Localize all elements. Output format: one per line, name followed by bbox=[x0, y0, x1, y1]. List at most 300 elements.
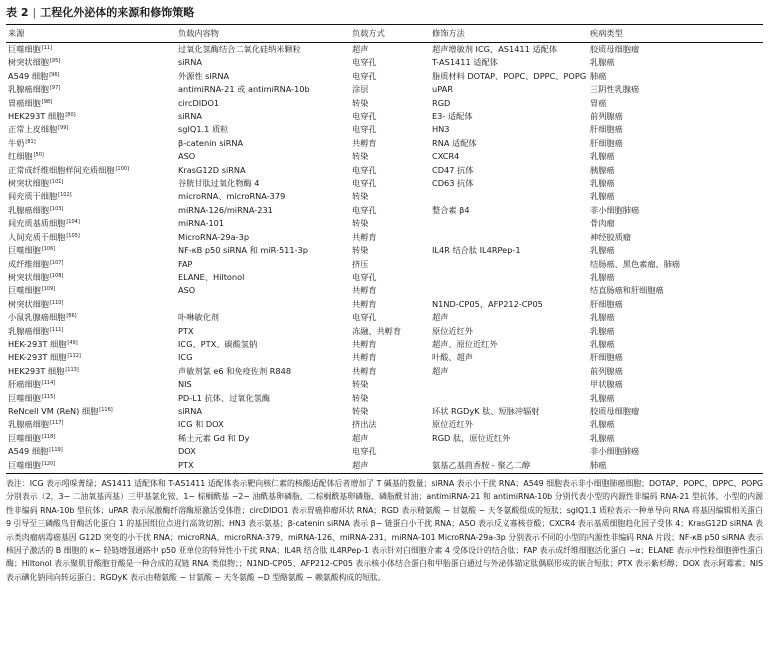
cell-disease bbox=[588, 97, 763, 110]
cell-cargo bbox=[176, 177, 350, 190]
table-row bbox=[6, 83, 763, 96]
cell-modification bbox=[430, 365, 588, 378]
cell-loading-method bbox=[350, 123, 430, 136]
cell-source-text: 巨噬细胞 bbox=[8, 432, 41, 443]
cell-cargo bbox=[176, 164, 350, 177]
cell-cargo-text: PTX bbox=[178, 459, 194, 470]
cell-modification bbox=[430, 123, 588, 136]
table-row bbox=[6, 231, 763, 244]
cell-modification bbox=[430, 392, 588, 405]
cell-modification-text: E3- 适配体 bbox=[432, 111, 473, 122]
cell-source-text: 巨噬细胞 bbox=[8, 459, 41, 470]
table-caption bbox=[6, 4, 763, 22]
cell-cargo bbox=[176, 217, 350, 230]
cell-disease bbox=[588, 137, 763, 150]
cell-source-text: 乳腺癌细胞 bbox=[8, 419, 49, 430]
cell-loading-method-text: 转染 bbox=[352, 379, 369, 390]
cell-source bbox=[6, 284, 176, 297]
cell-disease-text: 神经胶质瘤 bbox=[590, 231, 631, 242]
cell-disease bbox=[588, 284, 763, 297]
cell-source-text: 间充质基质细胞 bbox=[8, 218, 66, 229]
cell-loading-method bbox=[350, 258, 430, 271]
cell-disease bbox=[588, 311, 763, 324]
cell-loading-method-text: 超声 bbox=[352, 432, 369, 443]
cell-loading-method-text: 共孵育 bbox=[352, 285, 377, 296]
table-row bbox=[6, 338, 763, 351]
cell-disease-text: 胃癌 bbox=[590, 97, 607, 108]
cell-source-text: 巨噬细胞 bbox=[8, 285, 41, 296]
cell-source-text: 巨噬细胞 bbox=[8, 44, 41, 54]
cell-source bbox=[6, 365, 176, 378]
cell-cargo-text: sgIQ1.1 质粒 bbox=[178, 124, 229, 135]
cell-cargo-text: 声敏剂氯 e6 和免疫佐剂 R848 bbox=[178, 365, 292, 376]
cell-disease bbox=[588, 392, 763, 405]
cell-loading-method-text: 电穿孔 bbox=[352, 204, 377, 215]
cell-modification bbox=[430, 177, 588, 190]
table-header bbox=[6, 25, 763, 43]
table-row bbox=[6, 70, 763, 83]
cell-loading-method bbox=[350, 325, 430, 338]
cell-modification bbox=[430, 164, 588, 177]
cell-disease bbox=[588, 244, 763, 257]
cell-loading-method-text: 冻融、共孵育 bbox=[352, 325, 402, 336]
cell-loading-method-text: 电穿孔 bbox=[352, 446, 377, 457]
cell-source bbox=[6, 217, 176, 230]
table-row bbox=[6, 204, 763, 217]
cell-cargo bbox=[176, 97, 350, 110]
cell-cargo bbox=[176, 258, 350, 271]
cell-disease-text: 肺癌 bbox=[590, 459, 607, 470]
cell-cargo bbox=[176, 190, 350, 203]
cell-modification bbox=[430, 405, 588, 418]
cell-source-text: HEK293T 细胞 bbox=[8, 365, 65, 376]
cell-cargo bbox=[176, 83, 350, 96]
reference-marker: [103] bbox=[49, 205, 64, 212]
reference-marker: [102] bbox=[58, 192, 72, 199]
cell-loading-method-text: 电穿孔 bbox=[352, 57, 377, 68]
cell-source-text: 牛奶 bbox=[8, 137, 25, 148]
cell-disease-text: 乳腺癌 bbox=[590, 392, 615, 403]
reference-marker: [96] bbox=[49, 71, 60, 78]
cell-modification bbox=[430, 97, 588, 110]
cell-disease bbox=[588, 204, 763, 217]
cell-cargo bbox=[176, 418, 350, 431]
cell-disease bbox=[588, 123, 763, 136]
cell-disease bbox=[588, 418, 763, 431]
cell-cargo bbox=[176, 231, 350, 244]
cell-loading-method-text: 电穿孔 bbox=[352, 271, 377, 282]
cell-disease-text: 非小细胞肺癌 bbox=[590, 204, 640, 215]
cell-cargo-text: siRNA bbox=[178, 57, 202, 68]
cell-loading-method-text: 转染 bbox=[352, 392, 369, 403]
cell-cargo-text: ASO bbox=[178, 151, 196, 162]
table-number: 表 2 bbox=[6, 6, 29, 19]
cell-cargo-text: 外源性 siRNA bbox=[178, 70, 230, 81]
header-disease: 疾病类型 bbox=[588, 25, 763, 43]
cell-loading-method-text: 共孵育 bbox=[352, 137, 377, 148]
table-row bbox=[6, 445, 763, 458]
cell-disease-text: 乳腺癌 bbox=[590, 57, 615, 68]
table-row bbox=[6, 405, 763, 418]
cell-modification bbox=[430, 137, 588, 150]
cell-cargo bbox=[176, 325, 350, 338]
cell-disease-text: 甲状腺癌 bbox=[590, 379, 623, 390]
table-row bbox=[6, 418, 763, 431]
cell-disease-text: 乳腺癌 bbox=[590, 245, 615, 256]
cell-loading-method-text: 电穿孔 bbox=[352, 178, 377, 189]
cell-modification bbox=[430, 83, 588, 96]
reference-marker: [80] bbox=[65, 112, 76, 119]
table-row bbox=[6, 311, 763, 324]
cell-modification-text: 叶酸、超声 bbox=[432, 352, 473, 363]
cell-modification bbox=[430, 271, 588, 284]
cell-cargo-text: siRNA bbox=[178, 405, 202, 416]
cell-source bbox=[6, 164, 176, 177]
reference-marker: [114] bbox=[41, 380, 56, 387]
cell-modification bbox=[430, 244, 588, 257]
cell-loading-method bbox=[350, 204, 430, 217]
cell-disease-text: 乳腺癌 bbox=[590, 419, 615, 430]
reference-marker: [11] bbox=[41, 45, 53, 51]
cell-source bbox=[6, 231, 176, 244]
cell-source bbox=[6, 432, 176, 445]
cell-disease-text: 肺癌 bbox=[590, 70, 607, 81]
cell-loading-method bbox=[350, 311, 430, 324]
cell-disease-text: 乳腺癌 bbox=[590, 178, 615, 189]
reference-marker: [117] bbox=[49, 420, 64, 427]
cell-modification bbox=[430, 351, 588, 364]
cell-disease bbox=[588, 56, 763, 69]
cell-source-text: 巨噬细胞 bbox=[8, 392, 41, 403]
cell-source bbox=[6, 338, 176, 351]
reference-marker: [109] bbox=[41, 286, 56, 293]
cell-cargo bbox=[176, 392, 350, 405]
cell-source-text: HEK-293T 细胞 bbox=[8, 352, 67, 363]
table-row bbox=[6, 43, 763, 57]
cell-source bbox=[6, 325, 176, 338]
table-row bbox=[6, 164, 763, 177]
cell-cargo bbox=[176, 351, 350, 364]
table-row bbox=[6, 123, 763, 136]
cell-disease-text: 乳腺癌 bbox=[590, 191, 615, 202]
cell-cargo bbox=[176, 432, 350, 445]
exosome-table bbox=[6, 24, 763, 474]
cell-disease-text: 肝细胞癌 bbox=[590, 298, 623, 309]
cell-cargo-text: 过氧化氢酶结合二氧化硅纳米颗粒 bbox=[178, 44, 301, 54]
cell-source-text: 乳腺癌细胞 bbox=[8, 325, 49, 336]
cell-disease-text: 乳腺癌 bbox=[590, 271, 615, 282]
cell-cargo bbox=[176, 244, 350, 257]
cell-source-text: 成纤维细胞 bbox=[8, 258, 49, 269]
cell-loading-method bbox=[350, 97, 430, 110]
cell-loading-method-text: 电穿孔 bbox=[352, 111, 377, 122]
cell-source bbox=[6, 258, 176, 271]
cell-loading-method-text: 转染 bbox=[352, 151, 369, 162]
cell-source bbox=[6, 298, 176, 311]
cell-loading-method bbox=[350, 298, 430, 311]
cell-disease bbox=[588, 43, 763, 57]
cell-modification bbox=[430, 150, 588, 163]
cell-modification-text: 超声、原位近红外 bbox=[432, 338, 498, 349]
cell-loading-method-text: 电穿孔 bbox=[352, 312, 377, 323]
cell-source-text: 小鼠乳腺癌细胞 bbox=[8, 312, 66, 323]
cell-disease-text: 胰腺癌 bbox=[590, 164, 615, 175]
cell-loading-method bbox=[350, 177, 430, 190]
cell-disease bbox=[588, 70, 763, 83]
table-footnote: 表注：ICG 表示吲哚菁绿；AS1411 适配体和 T-AS1411 适配体表示靶向核仁素的核酸适配体后者增加了 T 碱基的数量；siRNA 表示小干扰 RNA；A549 细胞表示非小细胞肺癌细胞；DOTAP、POPC、DPPC、POPG 分别表示（2，3− 二油氧基丙基）三甲基氯化铵、1− 棕榈酰基 −2− 油酰基卵磷脂、二棕榈酰基卵磷脂、磷脂酰甘油；antimiRNA-21 和 antimiRNA-10b 分别代表小型的内源性非编码 RNA-21 型抗体，小型的内源性非编码 RNA-10b 型抗体；uPAR 表示尿激酶纤溶酶原激活受体胜；circDIDO1 表示胃癌抑瘤环状 RNA；RGD 表示精氨酸 − 甘氨酸 − 天冬氨酸组成的短肽；sgIQ1.1 质粒表示一种单导向 RNA 将基因编辑相关蛋白 9 引导至三磷酸鸟苷酶活化蛋白 1 的基因组位点进行高效切割；HN3 表示氨基；β-catenin siRNA 表示 β− 链蛋白小干扰 RNA；ASO 表示反义寡核苷酸；CXCR4 表示基质细胞趋化因子受体 4；KrasG12D siRNA 表示类肉瘤病毒癌基因 G12D 突变的小干扰 RNA；microRNA、microRNA-379、miRNA-126、miRNA-231、miRNA-101 MicroRNA-29a-3p 分别表示不同的小型的内源性非编码 RNA 片段；NF-κB p50 siRNA 表示核因子激活的 B 细胞的 κ− 轻链增强通路中 p50 亚单位的特异性小干扰 RNA；IL4R 结合肽 IL4RPep-1 表示针对白细胞介素 4 受体设计的结合肽；FAP 表示成纤维细胞活化蛋白 −α；ELANE 表示中性粒细胞弹性蛋白酶；Hiltonol 表示聚肌苷酸胞苷酸是一种合成的双链 RNA 类似物；；N1ND-CP05、AFP212-CP05 表示核小体结合蛋白和甲胎蛋白通过与外泌体锚定肽偶联形成的嵌合短肽；PTX 表示紫杉醇；DOX 表示阿霉素；NIS 表示碘化钠同向转运蛋白；RGDyK 表示由精氨酸 − 甘氨酸 − 天冬氨酸 −D 型酪氨酸 − 赖氨酸构成的短肽。 bbox=[6, 479, 763, 582]
cell-loading-method-text: 转染 bbox=[352, 191, 369, 202]
table-row bbox=[6, 217, 763, 230]
reference-marker: [106] bbox=[41, 246, 56, 253]
cell-disease bbox=[588, 405, 763, 418]
table-row bbox=[6, 432, 763, 445]
cell-modification bbox=[430, 110, 588, 123]
cell-modification-text: CXCR4 bbox=[432, 151, 460, 162]
cell-cargo-text: ICG 和 DOX bbox=[178, 419, 224, 430]
cell-disease bbox=[588, 150, 763, 163]
cell-cargo bbox=[176, 365, 350, 378]
cell-disease bbox=[588, 258, 763, 271]
table-row bbox=[6, 137, 763, 150]
cell-cargo bbox=[176, 459, 350, 474]
cell-source-text: 正常成纤维细胞样间充质细胞 bbox=[8, 164, 115, 175]
cell-source bbox=[6, 123, 176, 136]
cell-loading-method-text: 挤出法 bbox=[352, 419, 377, 430]
cell-source bbox=[6, 405, 176, 418]
reference-marker: [107] bbox=[49, 259, 64, 266]
cell-loading-method-text: 电穿孔 bbox=[352, 124, 377, 135]
reference-marker: [105] bbox=[66, 232, 80, 239]
cell-cargo bbox=[176, 43, 350, 57]
cell-loading-method bbox=[350, 338, 430, 351]
cell-cargo-text: ICG、PTX、碳酸氢钠 bbox=[178, 338, 258, 349]
cell-source bbox=[6, 43, 176, 57]
cell-loading-method bbox=[350, 284, 430, 297]
cell-modification-text: RGD 肽、原位近红外 bbox=[432, 432, 511, 443]
cell-cargo-text: β-catenin siRNA bbox=[178, 137, 244, 148]
cell-cargo bbox=[176, 56, 350, 69]
cell-source bbox=[6, 110, 176, 123]
cell-source bbox=[6, 150, 176, 163]
cell-cargo-text: PTX bbox=[178, 325, 194, 336]
cell-modification bbox=[430, 311, 588, 324]
cell-source-text: A549 细胞 bbox=[8, 446, 49, 457]
reference-marker: [50] bbox=[33, 152, 44, 159]
cell-source-text: HEK293T 细胞 bbox=[8, 111, 65, 122]
header-row bbox=[6, 25, 763, 43]
cell-loading-method bbox=[350, 164, 430, 177]
cell-modification bbox=[430, 378, 588, 391]
cell-cargo-text: ASO bbox=[178, 285, 196, 296]
cell-loading-method bbox=[350, 190, 430, 203]
cell-source-text: 树突状细胞 bbox=[8, 298, 49, 309]
table-row bbox=[6, 378, 763, 391]
cell-cargo-text: 卟啉敏化剂 bbox=[178, 312, 219, 323]
cell-disease bbox=[588, 325, 763, 338]
cell-modification bbox=[430, 325, 588, 338]
cell-loading-method bbox=[350, 56, 430, 69]
cell-loading-method-text: 转染 bbox=[352, 218, 369, 229]
cell-loading-method-text: 涂层 bbox=[352, 84, 369, 95]
cell-loading-method bbox=[350, 432, 430, 445]
cell-source-text: 乳腺癌细胞 bbox=[8, 204, 49, 215]
cell-modification-text: 环状 RGDyK 肽、短脉冲辐射 bbox=[432, 405, 540, 416]
cell-loading-method-text: 共孵育 bbox=[352, 231, 377, 242]
cell-disease-text: 胶质母细胞瘤 bbox=[590, 405, 640, 416]
table-row bbox=[6, 298, 763, 311]
reference-marker: [49] bbox=[67, 339, 78, 346]
cell-source-text: 树突状细胞 bbox=[8, 178, 49, 189]
cell-modification-text: 超声增敏剂 ICG，AS1411 适配体 bbox=[432, 44, 558, 54]
cell-cargo bbox=[176, 70, 350, 83]
cell-modification-text: 超声 bbox=[432, 365, 449, 376]
cell-cargo bbox=[176, 137, 350, 150]
table-row bbox=[6, 56, 763, 69]
cell-modification-text: IL4R 结合肽 IL4RPep-1 bbox=[432, 245, 521, 256]
cell-cargo bbox=[176, 445, 350, 458]
cell-source-text: ReNcell VM (ReN) 细胞 bbox=[8, 405, 99, 416]
cell-disease-text: 前列腺癌 bbox=[590, 111, 623, 122]
cell-loading-method bbox=[350, 137, 430, 150]
cell-disease-text: 非小细胞肺癌 bbox=[590, 446, 640, 457]
cell-loading-method bbox=[350, 150, 430, 163]
cell-modification bbox=[430, 258, 588, 271]
cell-modification bbox=[430, 298, 588, 311]
reference-marker: [116] bbox=[99, 406, 113, 413]
cell-cargo bbox=[176, 405, 350, 418]
cell-loading-method bbox=[350, 43, 430, 57]
cell-cargo-text: DOX bbox=[178, 446, 196, 457]
cell-disease-text: 乳腺癌 bbox=[590, 325, 615, 336]
cell-disease-text: 肝细胞癌 bbox=[590, 137, 623, 148]
header-modification: 修饰方法 bbox=[430, 25, 588, 43]
cell-loading-method bbox=[350, 271, 430, 284]
cell-source-text: 正常上皮细胞 bbox=[8, 124, 58, 135]
cell-source bbox=[6, 311, 176, 324]
cell-modification bbox=[430, 445, 588, 458]
cell-loading-method-text: 超声 bbox=[352, 459, 369, 470]
cell-source bbox=[6, 445, 176, 458]
cell-modification bbox=[430, 432, 588, 445]
cell-cargo-text: miRNA-126/miRNA-231 bbox=[178, 204, 273, 215]
cell-cargo bbox=[176, 298, 350, 311]
caption-separator: | bbox=[32, 6, 37, 19]
cell-disease bbox=[588, 445, 763, 458]
cell-loading-method bbox=[350, 445, 430, 458]
cell-source bbox=[6, 378, 176, 391]
cell-modification bbox=[430, 284, 588, 297]
cell-disease-text: 肝细胞癌 bbox=[590, 352, 623, 363]
cell-source-text: 胃癌细胞 bbox=[8, 97, 41, 108]
cell-cargo-text: MicroRNA-29a-3p bbox=[178, 231, 250, 242]
cell-cargo-text: NF-κB p50 siRNA 和 miR-511-3p bbox=[178, 245, 308, 256]
cell-source-text: 人间充质干细胞 bbox=[8, 231, 66, 242]
cell-disease bbox=[588, 177, 763, 190]
table-row bbox=[6, 284, 763, 297]
cell-modification-text: 原位近红外 bbox=[432, 325, 473, 336]
cell-disease-text: 前列腺癌 bbox=[590, 365, 623, 376]
cell-cargo bbox=[176, 123, 350, 136]
cell-source bbox=[6, 204, 176, 217]
cell-cargo bbox=[176, 110, 350, 123]
reference-marker: [104] bbox=[66, 219, 80, 226]
table-row bbox=[6, 190, 763, 203]
cell-modification-text: RGD bbox=[432, 97, 451, 108]
cell-modification bbox=[430, 43, 588, 57]
cell-cargo-text: 稀土元素 Gd 和 Dy bbox=[178, 432, 250, 443]
cell-cargo-text: circDIDO1 bbox=[178, 97, 220, 108]
cell-modification-text: uPAR bbox=[432, 84, 453, 95]
cell-cargo bbox=[176, 311, 350, 324]
reference-marker: [97] bbox=[49, 85, 61, 92]
cell-loading-method bbox=[350, 365, 430, 378]
cell-source bbox=[6, 56, 176, 69]
cell-disease-text: 骨肉瘤 bbox=[590, 218, 615, 229]
cell-cargo bbox=[176, 150, 350, 163]
cell-loading-method-text: 共孵育 bbox=[352, 298, 377, 309]
cell-disease bbox=[588, 271, 763, 284]
table-row bbox=[6, 392, 763, 405]
cell-disease-text: 乳腺癌 bbox=[590, 151, 615, 162]
cell-cargo bbox=[176, 378, 350, 391]
cell-loading-method-text: 电穿孔 bbox=[352, 70, 377, 81]
table-row bbox=[6, 459, 763, 474]
cell-disease bbox=[588, 365, 763, 378]
cell-modification-text: 氨基乙基茴香胺 - 聚乙二醇 bbox=[432, 459, 531, 470]
cell-source bbox=[6, 351, 176, 364]
cell-cargo bbox=[176, 284, 350, 297]
cell-cargo-text: FAP bbox=[178, 258, 193, 269]
cell-loading-method bbox=[350, 70, 430, 83]
reference-marker: [110] bbox=[49, 299, 64, 306]
table-row bbox=[6, 365, 763, 378]
cell-source bbox=[6, 190, 176, 203]
cell-loading-method bbox=[350, 378, 430, 391]
cell-disease bbox=[588, 351, 763, 364]
cell-disease-text: 乳腺癌 bbox=[590, 338, 615, 349]
cell-modification-text: CD47 抗体 bbox=[432, 164, 474, 175]
reference-marker: [108] bbox=[49, 272, 64, 279]
cell-modification bbox=[430, 231, 588, 244]
cell-disease bbox=[588, 459, 763, 474]
cell-loading-method bbox=[350, 110, 430, 123]
reference-marker: [111] bbox=[49, 326, 64, 333]
cell-loading-method bbox=[350, 217, 430, 230]
cell-loading-method bbox=[350, 418, 430, 431]
cell-modification-text: CD63 抗体 bbox=[432, 178, 474, 189]
cell-cargo-text: siRNA bbox=[178, 111, 202, 122]
cell-disease bbox=[588, 217, 763, 230]
cell-cargo-text: PD-L1 抗体、过氧化氢酶 bbox=[178, 392, 271, 403]
reference-marker: [112] bbox=[67, 353, 81, 360]
cell-source bbox=[6, 97, 176, 110]
cell-cargo-text: 谷胱甘肽过氧化物酶 4 bbox=[178, 178, 260, 189]
cell-source-text: 间充质干细胞 bbox=[8, 191, 58, 202]
cell-source-text: A549 细胞 bbox=[8, 70, 49, 81]
cell-source bbox=[6, 70, 176, 83]
cell-loading-method-text: 共孵育 bbox=[352, 352, 377, 363]
cell-loading-method bbox=[350, 459, 430, 474]
cell-modification-text: 脂质材料 DOTAP、POPC、DPPC、POPG bbox=[432, 70, 587, 81]
cell-loading-method bbox=[350, 231, 430, 244]
cell-modification-text: 超声 bbox=[432, 312, 449, 323]
cell-source-text: 肝癌细胞 bbox=[8, 379, 41, 390]
cell-loading-method bbox=[350, 392, 430, 405]
cell-modification bbox=[430, 70, 588, 83]
cell-disease bbox=[588, 338, 763, 351]
cell-loading-method-text: 转染 bbox=[352, 97, 369, 108]
cell-modification-text: RNA 适配体 bbox=[432, 137, 477, 148]
